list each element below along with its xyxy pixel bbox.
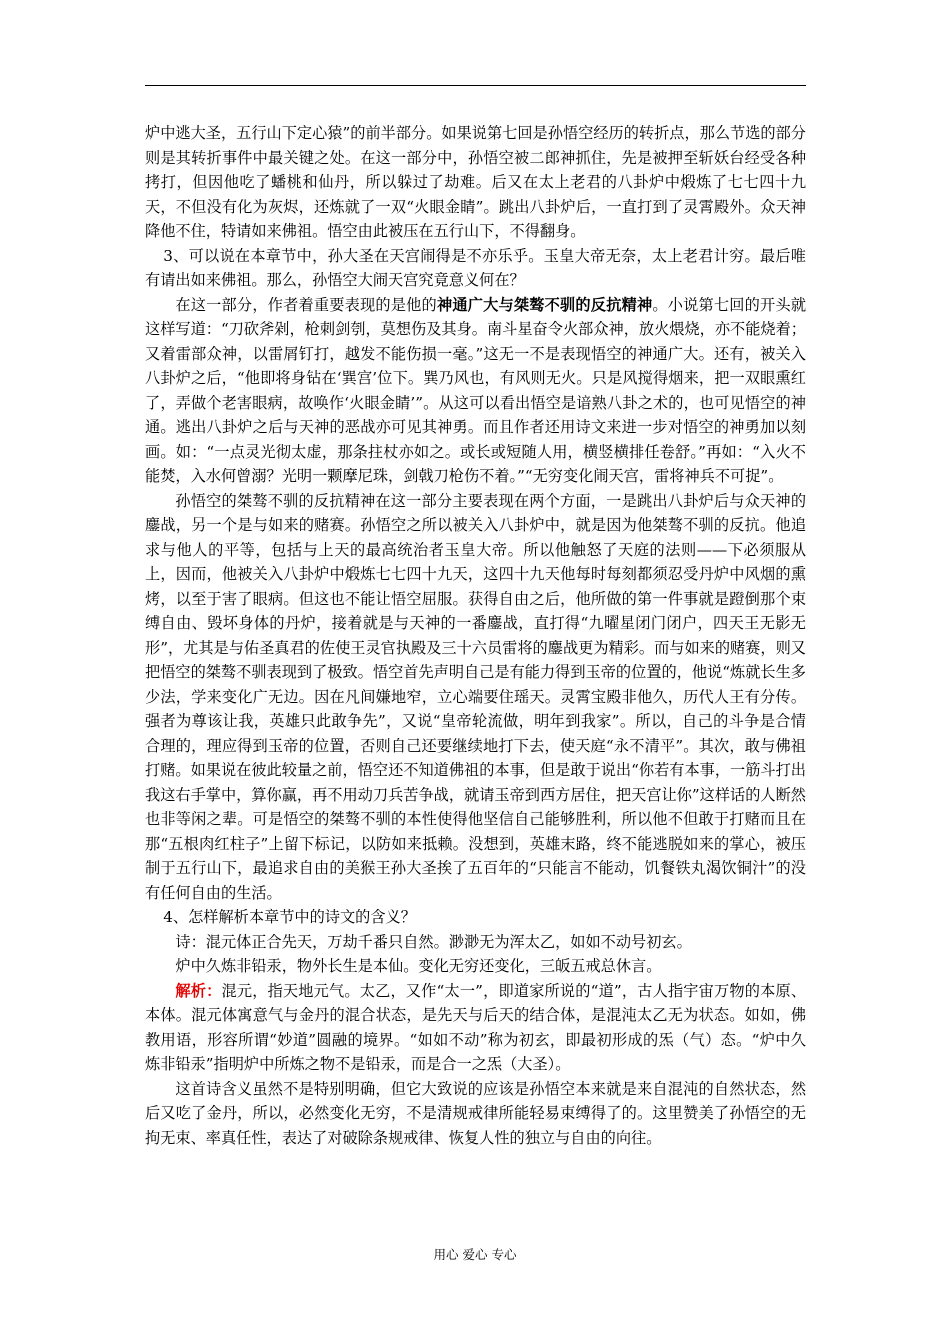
answer-3-intro: 在这一部分，作者着重要表现的是他的 [175,295,437,314]
analysis-label: 解析： [175,981,222,1000]
question-3: 3、可以说在本章节中，孙大圣在天宫闹得是不亦乐乎。玉皇大帝无奈，太上老君计穷。最后唯有请出如来佛祖。那么，孙悟空大闹天宫究竟意义何在？ [145,246,806,289]
answer-3-emphasis: 神通广大与桀骜不驯的反抗精神 [436,295,653,314]
paragraph-continuation: 炉中逃大圣，五行山下定心猿”的前半部分。如果说第七回是孙悟空经历的转折点，那么节选的部分则是其转折事件中最关键之处。在这一部分中，孙悟空被二郎神抓住，先是被押至斩妖台经受各种拷打，但因他吃了蟠桃和仙丹，所以躲过了劫难。后又在太上老君的八卦炉中煅炼了七七四十九天，不但没有化为灰烬，还炼就了一双“火眼金睛”。跳出八卦炉后，一直打到了灵霄殿外。众天神降他不住，特请如来佛祖。悟空由此被压在五行山下，不得翻身。 [145,124,806,240]
paragraph-analysis [145,979,806,1077]
poem-line-1: 诗：混元体正合先天，万劫千番只自然。渺渺无为浑太乙，如如不动号初玄。 [175,932,692,951]
paragraph-answer-3 [145,293,806,489]
header-rule [145,85,806,86]
paragraph-rebellion: 孙悟空的桀骜不驯的反抗精神在这一部分主要表现在两个方面，一是跳出八卦炉后与众天神的鏖战，另一个是与如来的赌赛。孙悟空之所以被关入八卦炉中，就是因为他桀骜不驯的反抗。他追求与他人的平等，包括与上天的最高统治者玉皇大帝。所以他触怒了天庭的法则——下必须服从上，因而，他被关入八卦炉中煅炼七七四十九天，这四十九天他每时每刻都须忍受丹炉中风烟的熏烤，以至于害了眼病。但这也不能让悟空屈服。获得自由之后，他所做的第一件事就是蹬倒那个束缚自由、毁坏身体的丹炉，接着就是与天神的一番鏖战，直打得“九曜星闭门闭户，四天王无影无形”，尤其是与佑圣真君的佐使王灵官执殿及三十六员雷将的鏖战更为精彩。而与如来的赌赛，则又把悟空的桀骜不驯表现到了极致。悟空首先声明自己是有能力得到玉帝的位置的，他说“炼就长生多少法，学来变化广无边。因在凡间嫌地窄，立心端要住瑶天。灵霄宝殿非他久，历代人王有分传。强者为尊该让我，英雄只此敢争先”，又说“皇帝轮流做，明年到我家”。所以，自己的斗争是合情合理的，理应得到玉帝的位置，否则自己还要继续地打下去，使天庭“永不清平”。其次，敢与佛祖打赌。如果说在彼此较量之前，悟空还不知道佛祖的本事，但是敢于说出“你若有本事，一筋斗打出我这右手掌中，算你赢，再不用动刀兵苦争战，就请玉帝到西方居住，把天宫让你”这样话的人断然也非等闲之辈。可是悟空的桀骜不驯的本性使得他坚信自己能够胜利，所以他不但敢于打赌而且在那“五根肉红柱子”上留下标记，以防如来抵赖。没想到，英雄末路，终不能逃脱如来的掌心，被压制于五行山下，最追求自由的美猴王孙大圣挨了五百年的“只能言不能动，饥餐铁丸渴饮铜汁”的没有任何自由的生活。 [145,491,806,902]
page-footer: 用心 爱心 专心 [433,1247,517,1262]
paragraph-conclusion: 这首诗含义虽然不是特别明确，但它大致说的应该是孙悟空本来就是来自混沌的自然状态，然后又吃了金丹，所以，必然变化无穷，不是清规戒律所能轻易束缚得了的。这里赞美了孙悟空的无拘无束、率真任性，表达了对破除条规戒律、恢复人性的独立与自由的向往。 [145,1079,806,1147]
document-body [145,121,806,1150]
answer-3-body: 。小说第七回的开头就这样写道：“刀砍斧剁，枪刺剑刳，莫想伤及其身。南斗星奋令火部众神，放火煨烧，亦不能烧着；又着雷部众神，以雷屑钉打，越发不能伤损一毫。”这无一不是表现悟空的神通广大。还有，被关入八卦炉之后，“他即将身钻在‘巽宫’位下。巽乃风也，有风则无火。只是风搅得烟来，把一双眼熏红了，弄做个老害眼病，故唤作‘火眼金睛’”。从这可以看出悟空是谙熟八卦之术的，也可见悟空的神通。逃出八卦炉之后与天神的恶战亦可见其神勇。而且作者还用诗文来进一步对悟空的神勇加以刻画。如：“一点灵光彻太虚，那条拄杖亦如之。或长或短随人用，横竖横排任卷舒。”再如：“入火不能焚，入水何曾溺？光明一颗摩尼珠，剑戟刀枪伤不着。”“无穷变化闹天宫，雷将神兵不可捉”。 [145,295,807,485]
poem-line-2: 炉中久炼非铅汞，物外长生是本仙。变化无穷还变化，三皈五戒总休言。 [175,957,662,975]
question-4: 4、怎样解析本章节中的诗文的含义？ [163,908,416,926]
analysis-text: 混元，指天地元气。太乙，又作“太一”，即道家所说的“道”，古人指宇宙万物的本原、本体。混元体寓意气与金丹的混合状态，是先天与后天的结合体，是混沌太乙无为状态。如如，佛教用语，形容所谓“妙道”圆融的境界。“如如不动”称为初玄，即最初形成的炁（气）态。“炉中久炼非铅汞”指明炉中所炼之物不是铅汞，而是合一之炁（大圣）。 [145,981,807,1073]
